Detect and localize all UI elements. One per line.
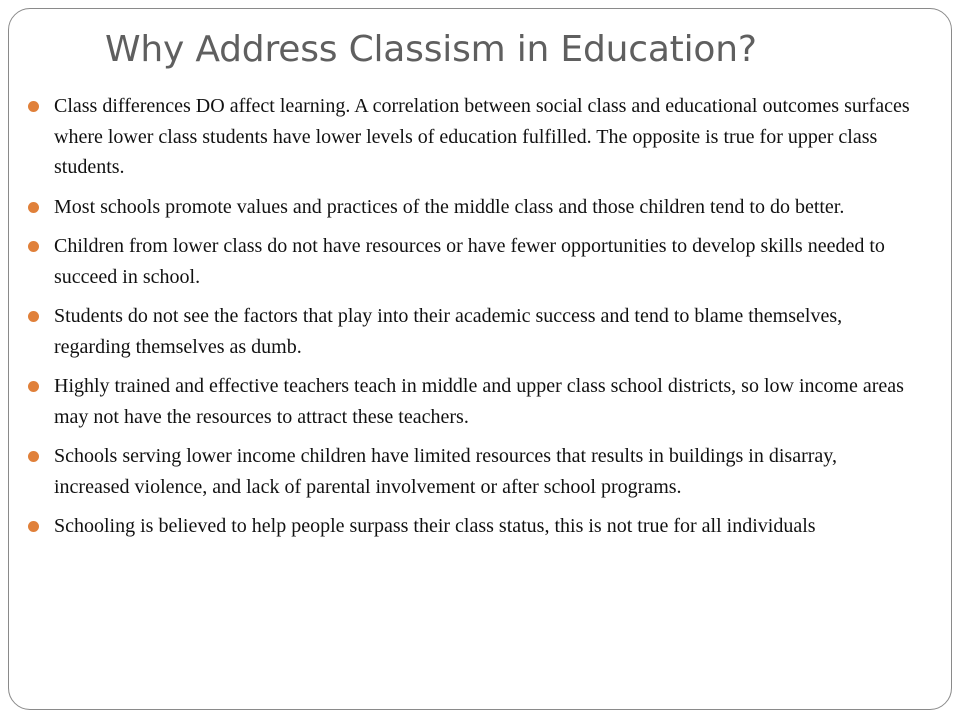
bullet-dot-icon [28, 381, 39, 392]
bullet-text: Highly trained and effective teachers teach in middle and upper class school districts, so low income areas may not have the resources to attract these teachers. [54, 375, 904, 428]
bullet-item [9, 441, 953, 502]
bullet-item [9, 91, 953, 183]
bullet-text: Most schools promote values and practices of the middle class and those children tend to do better. [54, 195, 845, 218]
bullet-item [9, 301, 953, 362]
bullet-text: Schools serving lower income children have limited resources that results in buildings in disarray, increased violence, and lack of parental involvement or after school programs. [54, 445, 837, 498]
bullet-dot-icon [28, 241, 39, 252]
bullet-text: Students do not see the factors that play into their academic success and tend to blame themselves, regarding themselves as dumb. [54, 305, 843, 358]
bullet-dot-icon [28, 202, 39, 213]
slide-title: Why Address Classism in Education? [105, 29, 757, 70]
bullet-text: Schooling is believed to help people surpass their class status, this is not true for all individuals [54, 515, 816, 537]
bullet-list [9, 91, 953, 551]
bullet-text: Children from lower class do not have resources or have fewer opportunities to develop skills needed to succeed in school. [54, 235, 885, 288]
slide-frame [8, 8, 952, 710]
bullet-item [9, 231, 953, 292]
bullet-dot-icon [28, 311, 39, 322]
bullet-item [9, 192, 953, 223]
bullet-dot-icon [28, 521, 39, 532]
bullet-dot-icon [28, 101, 39, 112]
bullet-dot-icon [28, 451, 39, 462]
bullet-text: Class differences DO affect learning. A correlation between social class and educational outcomes surfaces where lower class students have lower levels of education fulfilled. The opposite is true for upper class students. [54, 95, 910, 178]
bullet-item [9, 371, 953, 432]
bullet-item [9, 511, 953, 542]
